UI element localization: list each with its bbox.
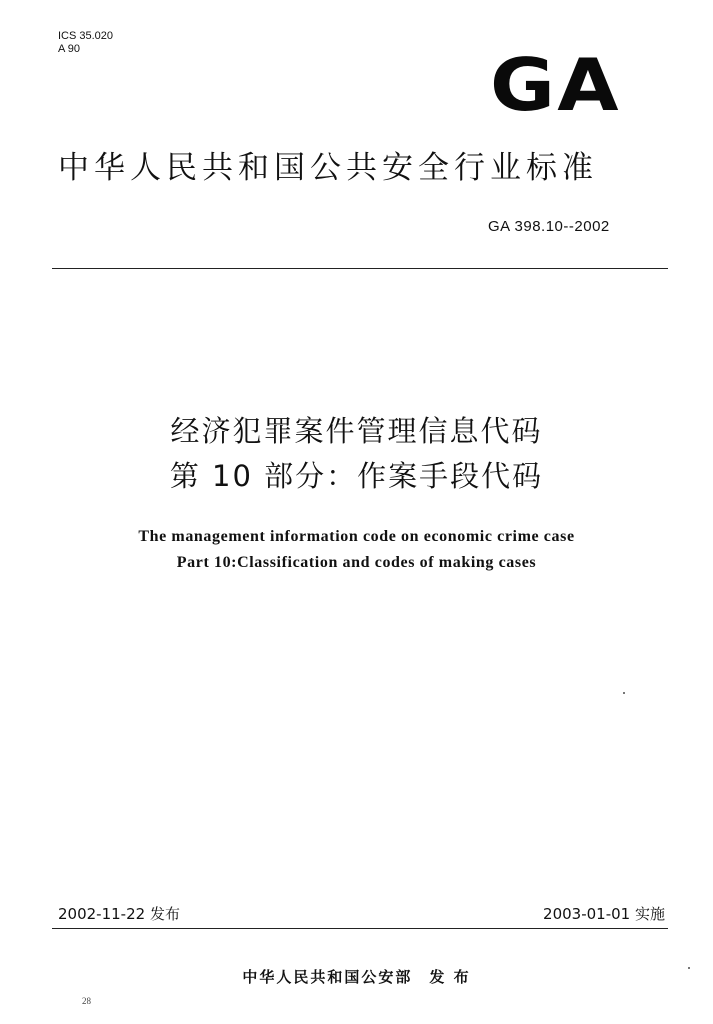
footer-divider <box>52 928 668 929</box>
header-divider <box>52 268 668 269</box>
ga-logo: GA <box>490 43 621 127</box>
standard-number: GA 398.10--2002 <box>488 218 610 235</box>
document-title-cn-line1: 经济犯罪案件管理信息代码 <box>170 414 543 448</box>
page-mark: 28 <box>82 996 91 1006</box>
scan-speck <box>688 967 690 969</box>
scan-speck <box>623 692 625 694</box>
ics-code: ICS 35.020 <box>58 30 114 42</box>
standard-category-title: 中华人民共和国公共安全行业标准 <box>58 150 598 186</box>
issue-date: 2002-11-22 发布 <box>58 905 180 923</box>
document-title-en-line1: The management information code on economic crime case <box>138 528 575 545</box>
document-title-en-line2: Part 10:Classification and codes of making cases <box>176 554 537 571</box>
implementation-date: 2003-01-01 实施 <box>543 905 665 923</box>
publisher: 中华人民共和国公安部 发 布 <box>242 968 471 986</box>
ccs-code: A 90 <box>58 43 81 55</box>
document-title-cn-line2: 第 10 部分：作案手段代码 <box>169 459 544 493</box>
